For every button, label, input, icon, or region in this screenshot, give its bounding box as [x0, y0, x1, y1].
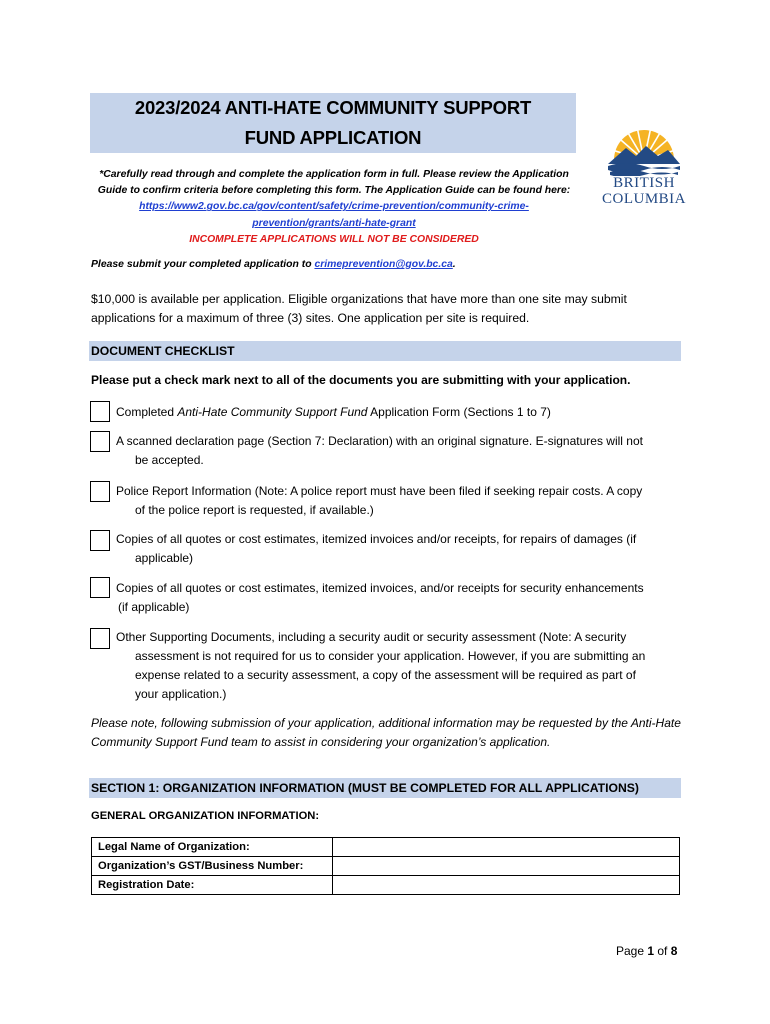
form-title-line2: FUND APPLICATION [244, 127, 422, 148]
checklist-heading: DOCUMENT CHECKLIST [89, 341, 681, 361]
item-text: assessment is not required for us to consider your application. However, if you are submitting an [135, 649, 646, 663]
current-page: 1 [647, 944, 655, 958]
item-text: your application.) [135, 687, 227, 701]
bc-sun-mountains-icon [596, 120, 692, 176]
gst-number-label: Organization’s GST/Business Number: [92, 857, 333, 876]
item-text: expense related to a security assessment, a copy of the assessment will be required as part of [135, 668, 636, 682]
submit-instructions [91, 259, 456, 270]
page-label: Page [616, 944, 648, 958]
item-text: Other Supporting Documents, including a security audit or security assessment (Note: A security [116, 630, 627, 644]
table-row [92, 857, 680, 876]
form-title-line1: 2023/2024 ANTI-HATE COMMUNITY SUPPORT [134, 97, 532, 118]
submit-suffix: . [452, 259, 456, 270]
checkbox-security-quotes[interactable] [90, 577, 110, 598]
checkbox-declaration-page[interactable] [90, 431, 110, 452]
bc-logo [596, 120, 692, 212]
logo-text-british: BRITISH [613, 175, 675, 191]
incomplete-warning: INCOMPLETE APPLICATIONS WILL NOT BE CONSIDERED [189, 233, 479, 245]
gst-number-field[interactable] [333, 857, 680, 876]
additional-info-note: Please note, following submission of your application, additional information may be requested by the Anti-Hate Community Support Fund team to assist in considering your organization’s application. [91, 716, 681, 749]
item-text: Completed [116, 405, 178, 419]
application-guide-link[interactable]: https://www2.gov.bc.ca/gov/content/safety/crime-prevention/community-crime-prevention/grants/anti-hate-grant [139, 201, 529, 229]
checkbox-application-form[interactable] [90, 401, 110, 422]
item-text: of the police report is requested, if available.) [135, 503, 374, 517]
item-text: Copies of all quotes or cost estimates, itemized invoices, and/or receipts for security enhancements [116, 581, 644, 595]
checklist-instruction: Please put a check mark next to all of the documents you are submitting with your application. [91, 373, 631, 387]
registration-date-label: Registration Date: [92, 876, 333, 895]
item-text-italic: Anti-Hate Community Support Fund [177, 405, 368, 419]
table-row [92, 876, 680, 895]
submit-prefix: Please submit your completed application to [91, 259, 315, 270]
general-info-subheading: GENERAL ORGANIZATION INFORMATION: [91, 810, 320, 822]
logo-text-columbia: COLUMBIA [601, 191, 686, 207]
item-text: be accepted. [135, 453, 204, 467]
organization-info-table [91, 837, 680, 895]
checkbox-repair-quotes[interactable] [90, 530, 110, 551]
item-text: (if applicable) [118, 600, 190, 614]
checkbox-police-report[interactable] [90, 481, 110, 502]
table-row [92, 838, 680, 857]
submit-email-link[interactable]: crimeprevention@gov.bc.ca [314, 259, 453, 270]
legal-name-label: Legal Name of Organization: [92, 838, 333, 857]
item-text: A scanned declaration page (Section 7: Declaration) with an original signature. E-signatures will not [116, 434, 643, 448]
intro-text: *Carefully read through and complete the application form in full. Please review the Application Guide to confirm criteria before completing this form. The Application Guide can be found here: [97, 169, 571, 197]
section1-heading: SECTION 1: ORGANIZATION INFORMATION (MUST BE COMPLETED FOR ALL APPLICATIONS) [89, 778, 681, 798]
checkbox-supporting-documents[interactable] [90, 628, 110, 649]
item-text: Police Report Information (Note: A police report must have been filed if seeking repair costs. A copy [116, 484, 643, 498]
page-number [616, 944, 677, 958]
registration-date-field[interactable] [333, 876, 680, 895]
page-of: of [654, 944, 671, 958]
legal-name-field[interactable] [333, 838, 680, 857]
item-text: Application Form (Sections 1 to 7) [367, 405, 551, 419]
intro-instructions [90, 167, 578, 248]
item-text: applicable) [135, 551, 194, 565]
total-pages: 8 [670, 944, 678, 958]
funding-paragraph: $10,000 is available per application. Eligible organizations that have more than one site may submit applications for a maximum of three (3) sites. One application per site is required. [91, 292, 627, 325]
form-title [90, 93, 576, 153]
item-text: Copies of all quotes or cost estimates, itemized invoices and/or receipts, for repairs of damages (if [116, 532, 637, 546]
